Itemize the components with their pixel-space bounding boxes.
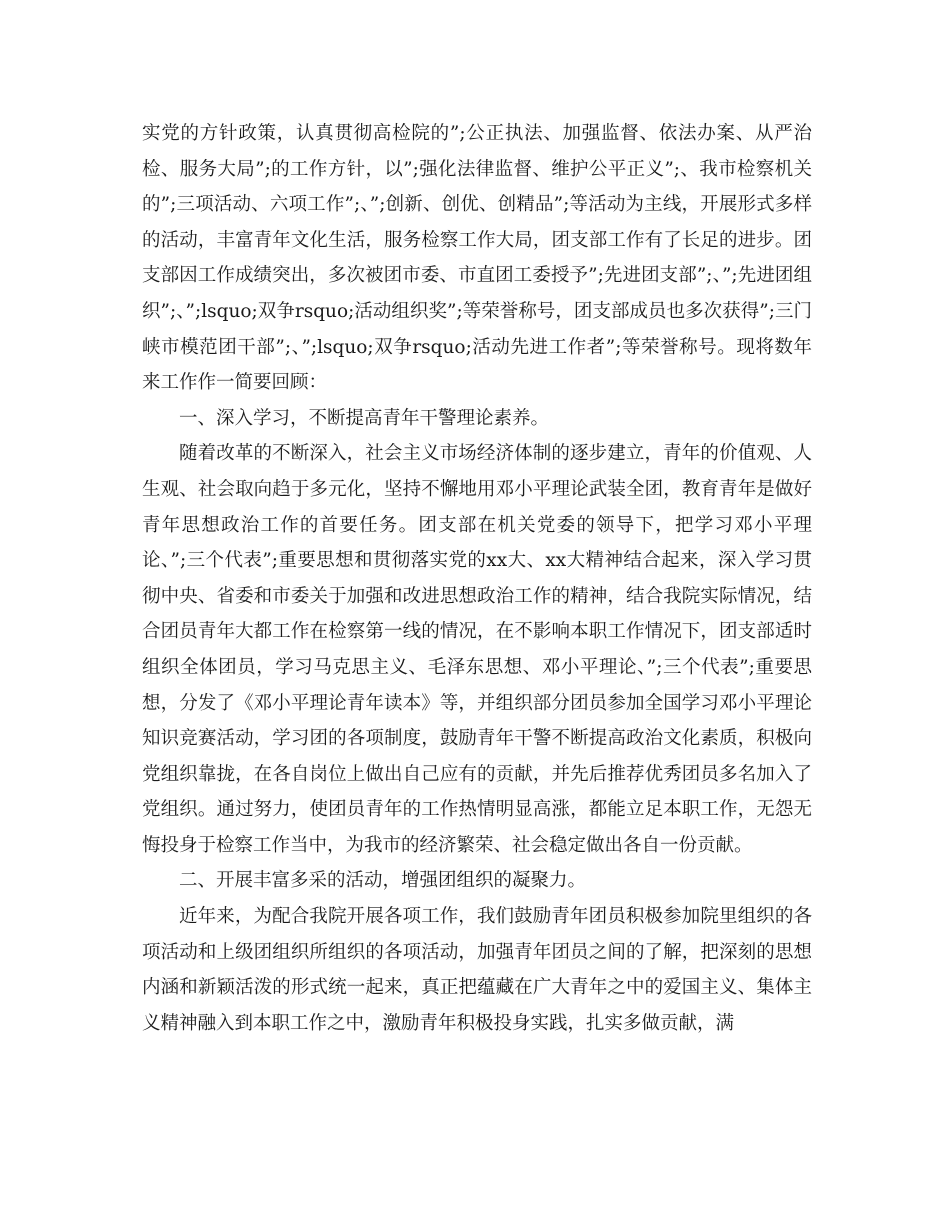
section-heading-study: 一、深入学习，不断提高青年干警理论素养。 bbox=[179, 407, 550, 429]
section-heading-activities: 二、开展丰富多采的活动，增强团组织的凝聚力。 bbox=[179, 870, 587, 892]
paragraph-study: 随着改革的不断深入，社会主义市场经济体制的逐步建立，青年的价值观、人生观、社会取向趋于多元化，坚持不懈地用邓小平理论武装全团，教育青年是做好青年思想政治工作的首要任务。团支部在机关党委的领导下，把学习邓小平理论、”;三个代表”;重要思想和贯彻落实党的xx大、xx大精神结合起来，深入学习贯彻中央、省委和市委关于加强和改进思想政治工作的精神，结合我院实际情况，结合团员青年大都工作在检察第一线的情况，在不影响本职工作情况下，团支部适时组织全体团员，学习马克思主义、毛泽东思想、邓小平理论、”;三个代表”;重要思想，分发了《邓小平理论青年读本》等，并组织部分团员参加全国学习邓小平理论知识竞赛活动，学习团的各项制度，鼓励青年干警不断提高政治文化素质，积极向党组织靠拢，在各自岗位上做出自己应有的贡献，并先后推荐优秀团员多名加入了党组织。通过努力，使团员青年的工作热情明显高涨，都能立足本职工作，无怨无悔投身于检察工作当中，为我市的经济繁荣、社会稳定做出各自一份贡献。 bbox=[142, 443, 812, 856]
document-body bbox=[142, 116, 812, 1041]
paragraph-activities: 近年来，为配合我院开展各项工作，我们鼓励青年团员积极参加院里组织的各项活动和上级团组织所组织的各项活动，加强青年团员之间的了解，把深刻的思想内涵和新颖活泼的形式统一起来，真正把蕴藏在广大青年之中的爱国主义、集体主义精神融入到本职工作之中，激励青年积极投身实践，扎实多做贡献，满 bbox=[142, 906, 812, 1034]
paragraph-intro: 实党的方针政策，认真贯彻高检院的”;公正执法、加强监督、依法办案、从严治检、服务大局”;的工作方针，以”;强化法律监督、维护公平正义”;、我市检察机关的”;三项活动、六项工作”;、”;创新、创优、创精品”;等活动为主线，开展形式多样的活动，丰富青年文化生活，服务检察工作大局，团支部工作有了长足的进步。团支部因工作成绩突出，多次被团市委、市直团工委授予”;先进团支部”;、”;先进团组织”;、”;lsquo;双争rsquo;活动组织奖”;等荣誉称号，团支部成员也多次获得”;三门峡市模范团干部”;、”;lsquo;双争rsquo;活动先进工作者”;等荣誉称号。现将数年来工作作一简要回顾： bbox=[142, 123, 812, 394]
